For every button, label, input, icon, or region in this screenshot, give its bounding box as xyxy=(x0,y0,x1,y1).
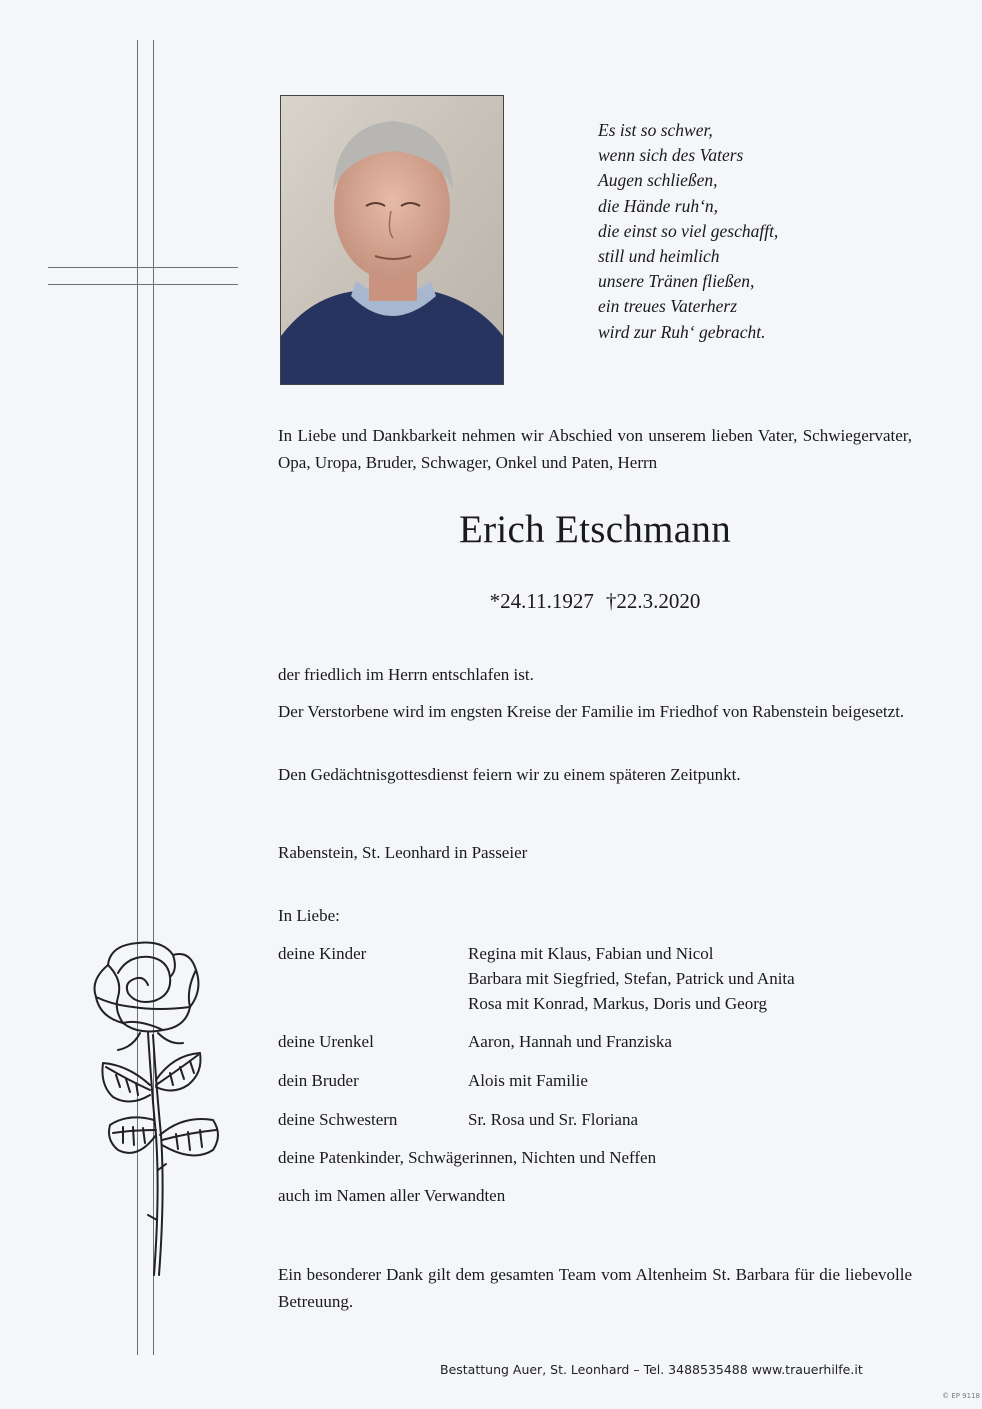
family-names-schwestern: Sr. Rosa und Sr. Floriana xyxy=(468,1110,639,1129)
family-names-urenkel: Aaron, Hannah und Franziska xyxy=(468,1032,672,1051)
intro-text: In Liebe und Dankbarkeit nehmen wir Abschied von unserem lieben Vater, Schwiegervater, Opa, Uropa, Bruder, Schwager, Onkel und Paten, Herrn xyxy=(278,426,912,472)
place-line: Rabenstein, St. Leonhard in Passeier xyxy=(278,843,528,862)
rose-icon xyxy=(78,935,253,1285)
poem xyxy=(598,118,778,345)
poem-line: die Hände ruh‘n, xyxy=(598,195,719,216)
poem-line: Es ist so schwer, xyxy=(598,120,713,140)
print-code: © EP 9118 xyxy=(942,1392,980,1400)
paragraph-burial: Der Verstorbene wird im engsten Kreise der Familie im Friedhof von Rabenstein beigesetzt. xyxy=(278,702,905,721)
family-line-verwandte: auch im Namen aller Verwandten xyxy=(278,1186,506,1205)
funeral-home-footer: Bestattung Auer, St. Leonhard – Tel. 3488535488 www.trauerhilfe.it xyxy=(440,1362,863,1377)
poem-line: unsere Tränen fließen, xyxy=(598,271,755,292)
portrait-photo xyxy=(280,95,504,385)
cross-line xyxy=(48,284,238,285)
death-date: †22.3.2020 xyxy=(605,589,701,613)
family-name-line: Regina mit Klaus, Fabian und Nicol xyxy=(468,944,714,963)
birth-date: *24.11.1927 xyxy=(489,589,594,613)
family-label-kinder: deine Kinder xyxy=(278,944,367,963)
deceased-name: Erich Etschmann xyxy=(459,508,731,551)
poem-line: wenn sich des Vaters xyxy=(598,145,744,166)
life-dates xyxy=(278,589,912,614)
family-label-bruder: dein Bruder xyxy=(278,1071,359,1090)
paragraph-passed-away: der friedlich im Herrn entschlafen ist. xyxy=(278,665,534,684)
poem-line: wird zur Ruh‘ gebracht. xyxy=(598,321,766,342)
in-liebe-label: In Liebe: xyxy=(278,906,340,925)
family-label-schwestern: deine Schwestern xyxy=(278,1110,398,1129)
family-name-line: Barbara mit Siegfried, Stefan, Patrick und Anita xyxy=(468,969,795,988)
thanks-text: Ein besonderer Dank gilt dem gesamten Team vom Altenheim St. Barbara für die liebevolle Betreuung. xyxy=(278,1265,912,1311)
poem-line: Augen schließen, xyxy=(598,170,718,191)
family-names-bruder: Alois mit Familie xyxy=(468,1071,588,1090)
cross-gap xyxy=(138,268,153,284)
paragraph-memorial-service: Den Gedächtnisgottesdienst feiern wir zu einem späteren Zeitpunkt. xyxy=(278,765,741,784)
family-names-kinder xyxy=(468,941,795,1016)
poem-line: still und heimlich xyxy=(598,246,720,267)
poem-line: die einst so viel geschafft, xyxy=(598,220,779,241)
family-label-urenkel: deine Urenkel xyxy=(278,1032,374,1051)
poem-line: ein treues Vaterherz xyxy=(598,296,738,317)
family-line-paten: deine Patenkinder, Schwägerinnen, Nichten und Neffen xyxy=(278,1148,657,1167)
family-name-line: Rosa mit Konrad, Markus, Doris und Georg xyxy=(468,994,768,1013)
